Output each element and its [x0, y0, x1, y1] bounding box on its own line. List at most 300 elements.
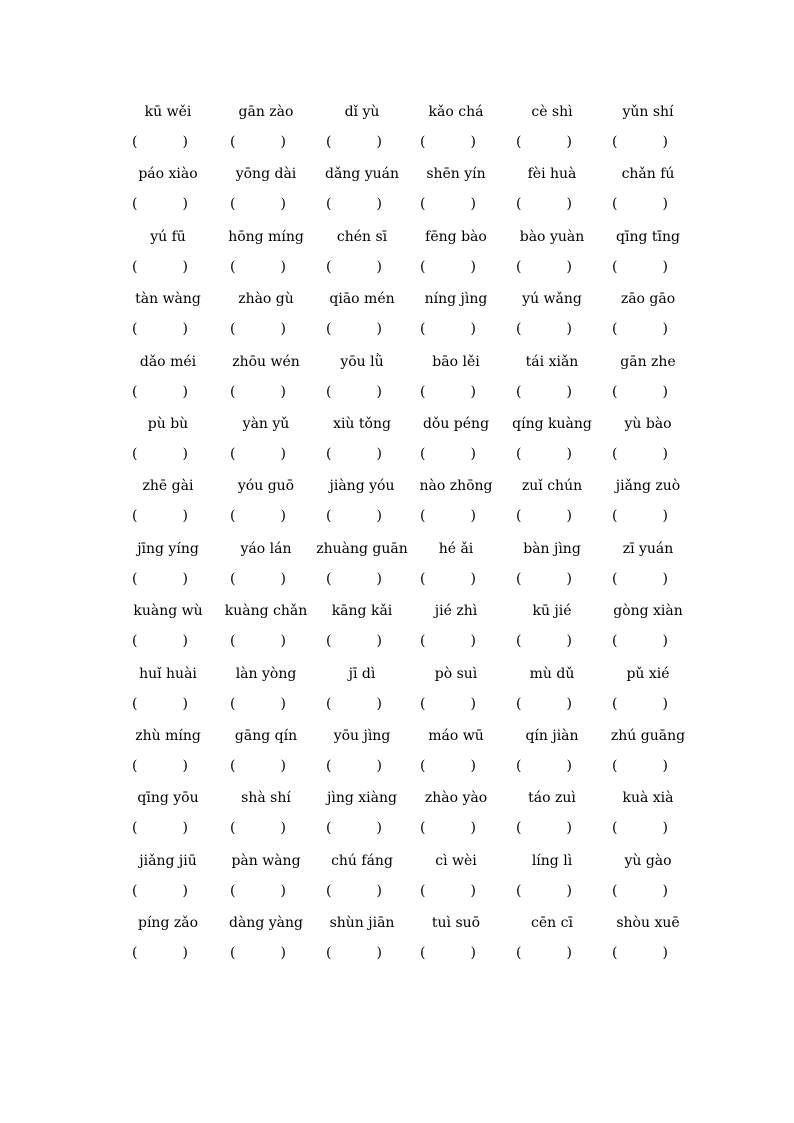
close-paren: ) [566, 882, 572, 899]
answer-blank[interactable] [326, 192, 382, 216]
answer-blank[interactable] [230, 692, 286, 716]
answer-blank[interactable] [230, 255, 286, 279]
answer-blank[interactable] [420, 504, 476, 528]
close-paren: ) [662, 758, 668, 774]
pinyin-word: yōu lǜ [340, 353, 384, 370]
pinyin-word: dǐ yù [344, 104, 380, 120]
pinyin-word: gāng qín [234, 728, 298, 744]
open-paren: ( [230, 570, 236, 587]
close-paren: ) [376, 945, 382, 962]
answer-blank[interactable] [230, 504, 286, 528]
open-paren: ( [132, 695, 138, 712]
open-paren: ( [516, 695, 522, 712]
answer-blank[interactable] [612, 567, 668, 591]
close-paren: ) [376, 633, 382, 650]
close-paren: ) [376, 321, 382, 338]
answer-blank[interactable] [420, 692, 476, 716]
pinyin-word: níng jìng [424, 291, 488, 308]
open-paren: ( [516, 820, 522, 837]
pinyin-word: kuàng wù [133, 603, 203, 620]
pinyin-word: kuàng chǎn [224, 603, 308, 620]
pinyin-word: pǔ xié [626, 665, 670, 682]
answer-blank[interactable] [230, 442, 286, 466]
close-paren: ) [470, 945, 476, 962]
pinyin-row [0, 350, 794, 374]
close-paren: ) [566, 820, 572, 837]
pinyin-word: shùn jiān [329, 915, 395, 932]
open-paren: ( [420, 446, 426, 462]
open-paren: ( [612, 570, 618, 587]
answer-blank[interactable] [230, 567, 286, 591]
answer-blank[interactable] [326, 442, 382, 466]
answer-blank[interactable] [230, 629, 286, 653]
close-paren: ) [182, 882, 188, 899]
answer-blank[interactable] [516, 130, 572, 154]
open-paren: ( [326, 633, 332, 650]
pinyin-word: pò suì [434, 665, 478, 682]
pinyin-word: shēn yín [426, 166, 486, 183]
answer-row [0, 255, 794, 279]
open-paren: ( [132, 134, 138, 150]
open-paren: ( [230, 758, 236, 774]
answer-blank[interactable] [230, 879, 286, 903]
open-paren: ( [230, 820, 236, 837]
pinyin-word: píng zǎo [137, 915, 199, 932]
answer-row [0, 629, 794, 653]
answer-blank[interactable] [132, 941, 188, 965]
pinyin-word: qíng kuàng [512, 416, 592, 432]
pinyin-word: dǎng yuán [324, 166, 400, 183]
pinyin-word: yōng dài [235, 166, 297, 183]
close-paren: ) [662, 633, 668, 650]
answer-blank[interactable] [612, 255, 668, 279]
close-paren: ) [662, 508, 668, 525]
answer-blank[interactable] [612, 504, 668, 528]
close-paren: ) [280, 258, 286, 275]
pinyin-word: kāng kǎi [331, 603, 393, 620]
open-paren: ( [230, 134, 236, 150]
close-paren: ) [566, 383, 572, 400]
open-paren: ( [326, 134, 332, 150]
answer-blank[interactable] [132, 380, 188, 404]
answer-blank[interactable] [612, 629, 668, 653]
pinyin-row [0, 537, 794, 561]
close-paren: ) [376, 570, 382, 587]
pinyin-word: jiǎng jiū [139, 852, 197, 869]
close-paren: ) [376, 258, 382, 275]
open-paren: ( [420, 945, 426, 962]
answer-blank[interactable] [420, 255, 476, 279]
close-paren: ) [662, 695, 668, 712]
close-paren: ) [182, 570, 188, 587]
answer-blank[interactable] [230, 192, 286, 216]
close-paren: ) [470, 508, 476, 525]
close-paren: ) [566, 695, 572, 712]
pinyin-word: chǎn fú [621, 166, 675, 183]
open-paren: ( [326, 945, 332, 962]
answer-blank[interactable] [516, 380, 572, 404]
answer-row [0, 442, 794, 466]
close-paren: ) [182, 196, 188, 213]
close-paren: ) [182, 633, 188, 650]
pinyin-word: dǒu péng [422, 416, 490, 432]
open-paren: ( [132, 758, 138, 774]
answer-blank[interactable] [516, 567, 572, 591]
pinyin-word: yú wǎng [522, 291, 582, 308]
close-paren: ) [182, 383, 188, 400]
pinyin-row [0, 287, 794, 311]
answer-blank[interactable] [230, 380, 286, 404]
close-paren: ) [566, 258, 572, 275]
close-paren: ) [470, 758, 476, 774]
open-paren: ( [516, 508, 522, 525]
pinyin-word: kǎo chá [428, 104, 484, 120]
answer-blank[interactable] [612, 380, 668, 404]
answer-blank[interactable] [420, 130, 476, 154]
answer-blank[interactable] [132, 816, 188, 840]
open-paren: ( [420, 321, 426, 338]
open-paren: ( [516, 570, 522, 587]
pinyin-word: yù bào [624, 416, 672, 432]
close-paren: ) [662, 321, 668, 338]
open-paren: ( [516, 383, 522, 400]
open-paren: ( [612, 508, 618, 525]
close-paren: ) [280, 820, 286, 837]
close-paren: ) [280, 695, 286, 712]
open-paren: ( [516, 196, 522, 213]
answer-blank[interactable] [516, 816, 572, 840]
close-paren: ) [662, 383, 668, 400]
close-paren: ) [376, 134, 382, 150]
pinyin-row [0, 225, 794, 249]
answer-blank[interactable] [132, 255, 188, 279]
close-paren: ) [470, 633, 476, 650]
answer-blank[interactable] [132, 192, 188, 216]
answer-blank[interactable] [326, 380, 382, 404]
pinyin-word: páo xiào [138, 166, 198, 183]
close-paren: ) [182, 446, 188, 462]
pinyin-word: bàn jìng [523, 540, 581, 557]
pinyin-word: pù bù [147, 416, 189, 432]
open-paren: ( [420, 383, 426, 400]
pinyin-row [0, 162, 794, 186]
close-paren: ) [280, 945, 286, 962]
open-paren: ( [420, 196, 426, 213]
pinyin-word: qín jiàn [525, 728, 579, 744]
answer-blank[interactable] [326, 879, 382, 903]
open-paren: ( [516, 446, 522, 462]
answer-blank[interactable] [326, 567, 382, 591]
close-paren: ) [470, 695, 476, 712]
answer-blank[interactable] [326, 629, 382, 653]
pinyin-word: nào zhōng [419, 478, 493, 495]
open-paren: ( [326, 383, 332, 400]
close-paren: ) [662, 196, 668, 213]
answer-row [0, 816, 794, 840]
answer-blank[interactable] [420, 816, 476, 840]
answer-blank[interactable] [516, 317, 572, 341]
pinyin-word: zhào gù [238, 291, 294, 308]
open-paren: ( [420, 508, 426, 525]
close-paren: ) [470, 446, 476, 462]
answer-blank[interactable] [612, 317, 668, 341]
answer-row [0, 941, 794, 965]
close-paren: ) [280, 882, 286, 899]
close-paren: ) [662, 446, 668, 462]
answer-blank[interactable] [132, 504, 188, 528]
open-paren: ( [326, 196, 332, 213]
close-paren: ) [182, 758, 188, 774]
pinyin-word: zhōu wén [232, 353, 300, 370]
answer-blank[interactable] [230, 754, 286, 778]
open-paren: ( [230, 383, 236, 400]
answer-blank[interactable] [612, 130, 668, 154]
answer-blank[interactable] [516, 754, 572, 778]
close-paren: ) [662, 945, 668, 962]
pinyin-row [0, 911, 794, 935]
answer-row [0, 692, 794, 716]
pinyin-row [0, 412, 794, 436]
open-paren: ( [132, 321, 138, 338]
close-paren: ) [376, 882, 382, 899]
open-paren: ( [420, 758, 426, 774]
answer-blank[interactable] [326, 692, 382, 716]
pinyin-word: làn yòng [235, 665, 297, 682]
answer-blank[interactable] [516, 692, 572, 716]
open-paren: ( [612, 258, 618, 275]
open-paren: ( [420, 258, 426, 275]
close-paren: ) [566, 134, 572, 150]
open-paren: ( [230, 196, 236, 213]
answer-blank[interactable] [420, 192, 476, 216]
pinyin-word: huǐ huài [139, 665, 197, 682]
open-paren: ( [132, 258, 138, 275]
open-paren: ( [516, 258, 522, 275]
answer-blank[interactable] [420, 567, 476, 591]
answer-blank[interactable] [420, 317, 476, 341]
answer-row [0, 754, 794, 778]
pinyin-word: shòu xuē [616, 915, 680, 932]
close-paren: ) [280, 383, 286, 400]
answer-blank[interactable] [132, 692, 188, 716]
open-paren: ( [612, 446, 618, 462]
close-paren: ) [280, 321, 286, 338]
pinyin-word: cè shì [531, 104, 573, 120]
answer-blank[interactable] [516, 442, 572, 466]
open-paren: ( [612, 945, 618, 962]
open-paren: ( [230, 258, 236, 275]
open-paren: ( [612, 695, 618, 712]
pinyin-word: gān zhe [620, 353, 676, 370]
open-paren: ( [612, 758, 618, 774]
close-paren: ) [280, 134, 286, 150]
pinyin-word: zuǐ chún [521, 478, 583, 495]
pinyin-row [0, 100, 794, 124]
answer-blank[interactable] [612, 192, 668, 216]
open-paren: ( [230, 695, 236, 712]
pinyin-word: xiù tǒng [333, 416, 391, 432]
pinyin-word: qiāo mén [329, 291, 395, 308]
answer-row [0, 317, 794, 341]
answer-blank[interactable] [612, 754, 668, 778]
answer-row [0, 504, 794, 528]
open-paren: ( [132, 446, 138, 462]
pinyin-word: jiàng yóu [329, 478, 395, 495]
close-paren: ) [376, 196, 382, 213]
answer-blank[interactable] [326, 130, 382, 154]
answer-blank[interactable] [326, 317, 382, 341]
answer-blank[interactable] [612, 941, 668, 965]
pinyin-word: cì wèi [435, 852, 477, 869]
close-paren: ) [470, 570, 476, 587]
close-paren: ) [566, 196, 572, 213]
open-paren: ( [230, 508, 236, 525]
open-paren: ( [326, 758, 332, 774]
open-paren: ( [230, 446, 236, 462]
open-paren: ( [612, 134, 618, 150]
close-paren: ) [280, 508, 286, 525]
answer-blank[interactable] [612, 442, 668, 466]
answer-blank[interactable] [230, 941, 286, 965]
close-paren: ) [376, 758, 382, 774]
close-paren: ) [470, 196, 476, 213]
answer-blank[interactable] [420, 941, 476, 965]
pinyin-row [0, 662, 794, 686]
open-paren: ( [230, 945, 236, 962]
open-paren: ( [132, 633, 138, 650]
close-paren: ) [662, 820, 668, 837]
open-paren: ( [420, 695, 426, 712]
answer-blank[interactable] [132, 879, 188, 903]
open-paren: ( [230, 882, 236, 899]
close-paren: ) [376, 446, 382, 462]
answer-blank[interactable] [420, 629, 476, 653]
answer-blank[interactable] [420, 879, 476, 903]
answer-blank[interactable] [516, 941, 572, 965]
pinyin-word: jī dì [348, 665, 376, 682]
pinyin-word: zī yuán [622, 540, 674, 557]
pinyin-word: kuà xià [622, 790, 674, 807]
open-paren: ( [612, 820, 618, 837]
close-paren: ) [662, 134, 668, 150]
close-paren: ) [182, 508, 188, 525]
answer-blank[interactable] [516, 192, 572, 216]
answer-blank[interactable] [516, 255, 572, 279]
answer-blank[interactable] [612, 816, 668, 840]
close-paren: ) [280, 633, 286, 650]
pinyin-word: jié zhì [434, 603, 478, 620]
close-paren: ) [566, 633, 572, 650]
answer-blank[interactable] [326, 816, 382, 840]
answer-blank[interactable] [230, 816, 286, 840]
pinyin-word: jīng yíng [137, 540, 199, 557]
pinyin-word: zāo gāo [620, 291, 676, 308]
open-paren: ( [612, 321, 618, 338]
answer-blank[interactable] [326, 504, 382, 528]
pinyin-word: gòng xiàn [613, 603, 683, 620]
open-paren: ( [612, 882, 618, 899]
answer-blank[interactable] [132, 754, 188, 778]
open-paren: ( [326, 695, 332, 712]
pinyin-word: zhē gài [142, 478, 194, 495]
close-paren: ) [470, 134, 476, 150]
answer-blank[interactable] [132, 130, 188, 154]
close-paren: ) [662, 570, 668, 587]
answer-blank[interactable] [230, 317, 286, 341]
answer-blank[interactable] [516, 879, 572, 903]
pinyin-word: táo zuì [528, 790, 576, 807]
open-paren: ( [516, 945, 522, 962]
open-paren: ( [326, 258, 332, 275]
answer-blank[interactable] [420, 754, 476, 778]
answer-blank[interactable] [132, 317, 188, 341]
answer-blank[interactable] [516, 629, 572, 653]
open-paren: ( [516, 633, 522, 650]
close-paren: ) [566, 570, 572, 587]
pinyin-word: bāo lěi [432, 353, 480, 370]
answer-blank[interactable] [420, 442, 476, 466]
close-paren: ) [470, 383, 476, 400]
pinyin-word: kū jié [532, 603, 572, 620]
answer-row [0, 130, 794, 154]
pinyin-word: qīng yōu [137, 790, 199, 807]
answer-blank[interactable] [516, 504, 572, 528]
pinyin-word: zhú guāng [610, 728, 686, 744]
open-paren: ( [326, 570, 332, 587]
pinyin-word: fēng bào [425, 228, 487, 245]
open-paren: ( [132, 383, 138, 400]
open-paren: ( [612, 196, 618, 213]
close-paren: ) [566, 446, 572, 462]
open-paren: ( [132, 570, 138, 587]
answer-blank[interactable] [132, 567, 188, 591]
open-paren: ( [612, 383, 618, 400]
pinyin-word: yù gào [624, 852, 672, 869]
answer-blank[interactable] [420, 380, 476, 404]
close-paren: ) [280, 570, 286, 587]
open-paren: ( [420, 134, 426, 150]
open-paren: ( [326, 321, 332, 338]
answer-blank[interactable] [326, 255, 382, 279]
answer-blank[interactable] [326, 754, 382, 778]
pinyin-word: jiǎng zuò [615, 478, 681, 495]
pinyin-word: hōng míng [228, 228, 304, 245]
pinyin-word: chú fáng [331, 852, 393, 869]
answer-blank[interactable] [612, 879, 668, 903]
open-paren: ( [516, 134, 522, 150]
close-paren: ) [470, 820, 476, 837]
pinyin-word: cēn cī [531, 915, 573, 932]
pinyin-word: tuì suō [431, 915, 481, 932]
pinyin-word: pàn wàng [231, 852, 301, 869]
close-paren: ) [280, 446, 286, 462]
pinyin-word: zhào yào [424, 790, 488, 807]
answer-blank[interactable] [132, 442, 188, 466]
pinyin-word: zhuàng guān [316, 540, 408, 557]
answer-blank[interactable] [326, 941, 382, 965]
answer-blank[interactable] [132, 629, 188, 653]
pinyin-row [0, 849, 794, 873]
pinyin-word: yóu guō [237, 478, 295, 495]
close-paren: ) [662, 258, 668, 275]
close-paren: ) [470, 882, 476, 899]
close-paren: ) [376, 383, 382, 400]
open-paren: ( [132, 945, 138, 962]
open-paren: ( [230, 633, 236, 650]
answer-blank[interactable] [230, 130, 286, 154]
answer-blank[interactable] [612, 692, 668, 716]
pinyin-word: zhù míng [135, 728, 201, 744]
